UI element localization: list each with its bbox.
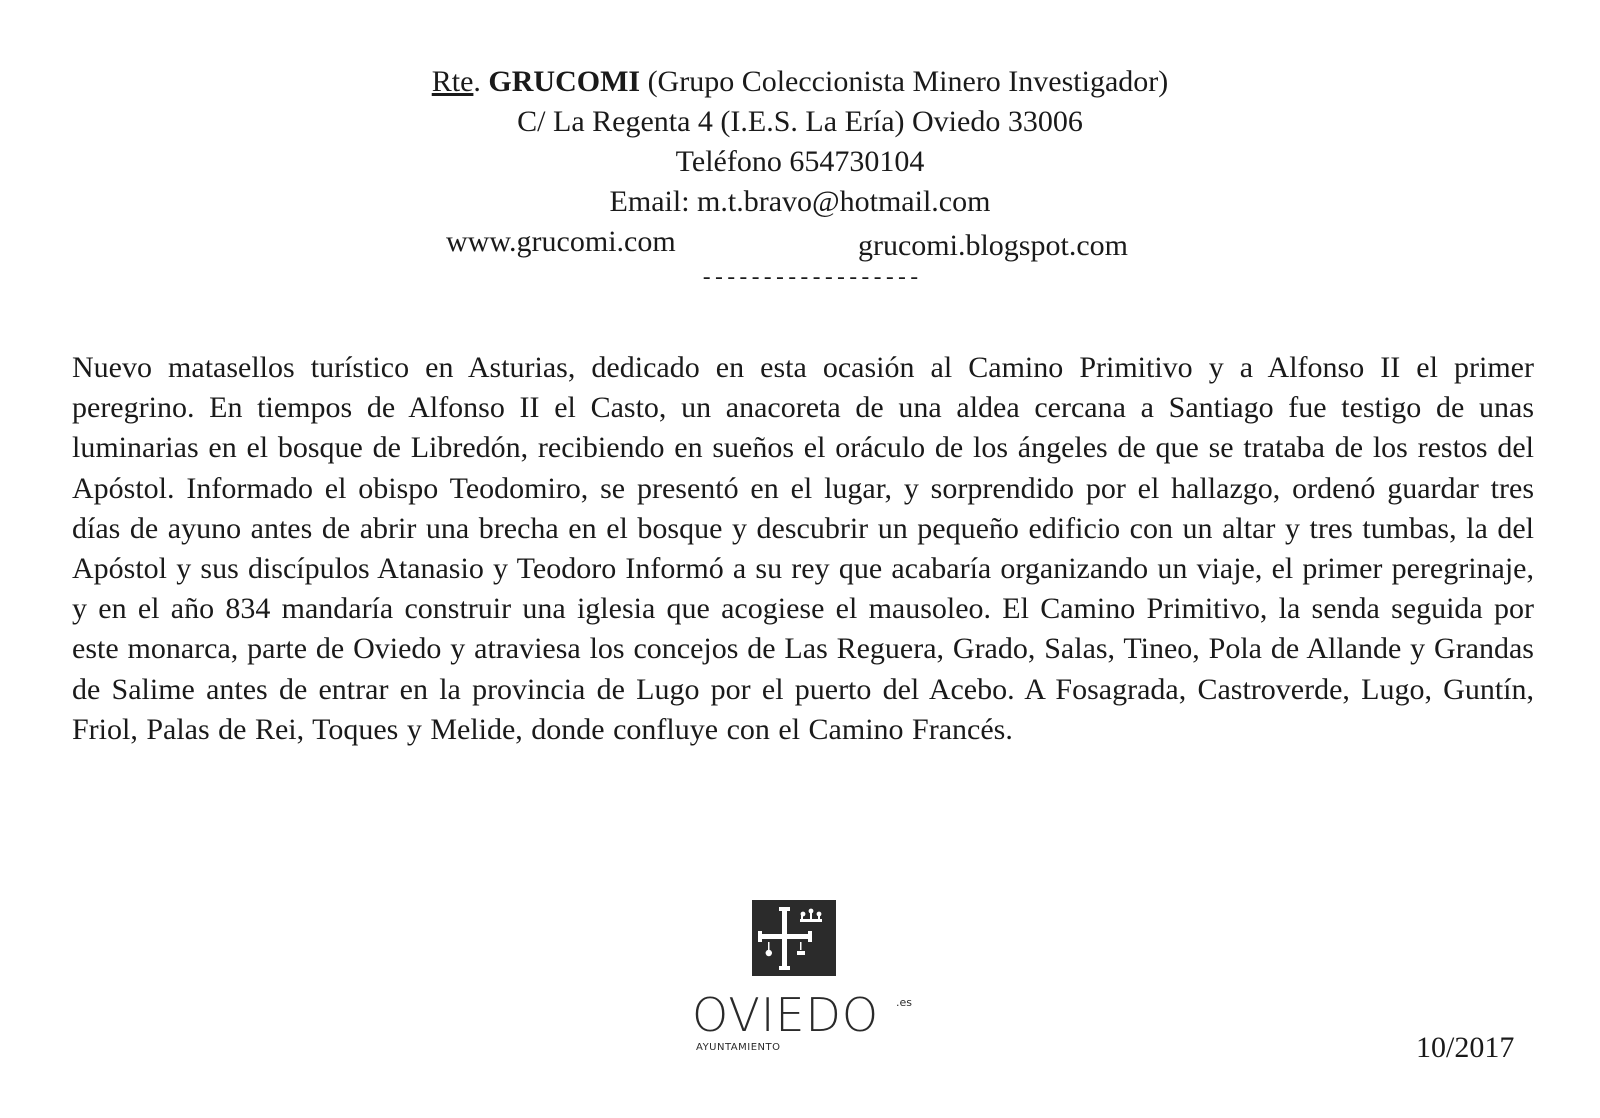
letterhead (0, 62, 1600, 296)
separator: ------------------ (700, 266, 920, 291)
brand-tld: .es (896, 996, 912, 1009)
victory-cross-crown-icon (752, 900, 836, 976)
org-name: GRUCOMI (488, 65, 641, 98)
sender-line (0, 62, 1600, 102)
email: Email: m.t.bravo@hotmail.com (609, 185, 991, 218)
address: C/ La Regenta 4 (I.E.S. La Ería) Oviedo 33006 (517, 105, 1083, 138)
blog: grucomi.blogspot.com (858, 229, 1128, 262)
sender-dot: . (473, 65, 489, 98)
body-paragraph: Nuevo matasellos turístico en Asturias, dedicado en esta ocasión al Camino Primitivo y a Alfonso II el primer peregrino. En tiempos de Alfonso II el Casto, un anacoreta de una aldea cercana a Santiago fue testigo de unas luminarias en el bosque de Libredón, recibiendo en sueños el oráculo de los ángeles de que se trataba de los restos del Apóstol. Informado el obispo Teodomiro, se presentó en el lugar, y sorprendido por el hallazgo, ordenó guardar tres días de ayuno antes de abrir una brecha en el bosque y descubrir un pequeño edificio con un altar y tres tumbas, la del Apóstol y sus discípulos Atanasio y Teodoro Informó a su rey que acabaría organizando un viaje, el primer peregrinaje, y en el año 834 mandaría construir una iglesia que acogiese el mausoleo. El Camino Primitivo, la senda seguida por este monarca, parte de Oviedo y atraviesa los concejos de Las Reguera, Grado, Salas, Tineo, Pola de Allande y Grandas de Salime antes de entrar en la provincia de Lugo por el puerto del Acebo. A Fosagrada, Castroverde, Lugo, Guntín, Friol, Palas de Rei, Toques y Melide, donde confluye con el Camino Francés. (72, 351, 1534, 746)
brand-subtitle: AYUNTAMIENTO (696, 1042, 781, 1053)
phone: Teléfono 654730104 (675, 145, 925, 178)
website: www.grucomi.com (446, 225, 676, 258)
org-full-name: (Grupo Coleccionista Minero Investigador) (640, 65, 1169, 98)
document-date: 10/2017 (1416, 1031, 1515, 1064)
web-links (0, 222, 1600, 262)
brand-name: OVIEDO (692, 988, 880, 1042)
sender-abbr: Rte (431, 65, 474, 98)
